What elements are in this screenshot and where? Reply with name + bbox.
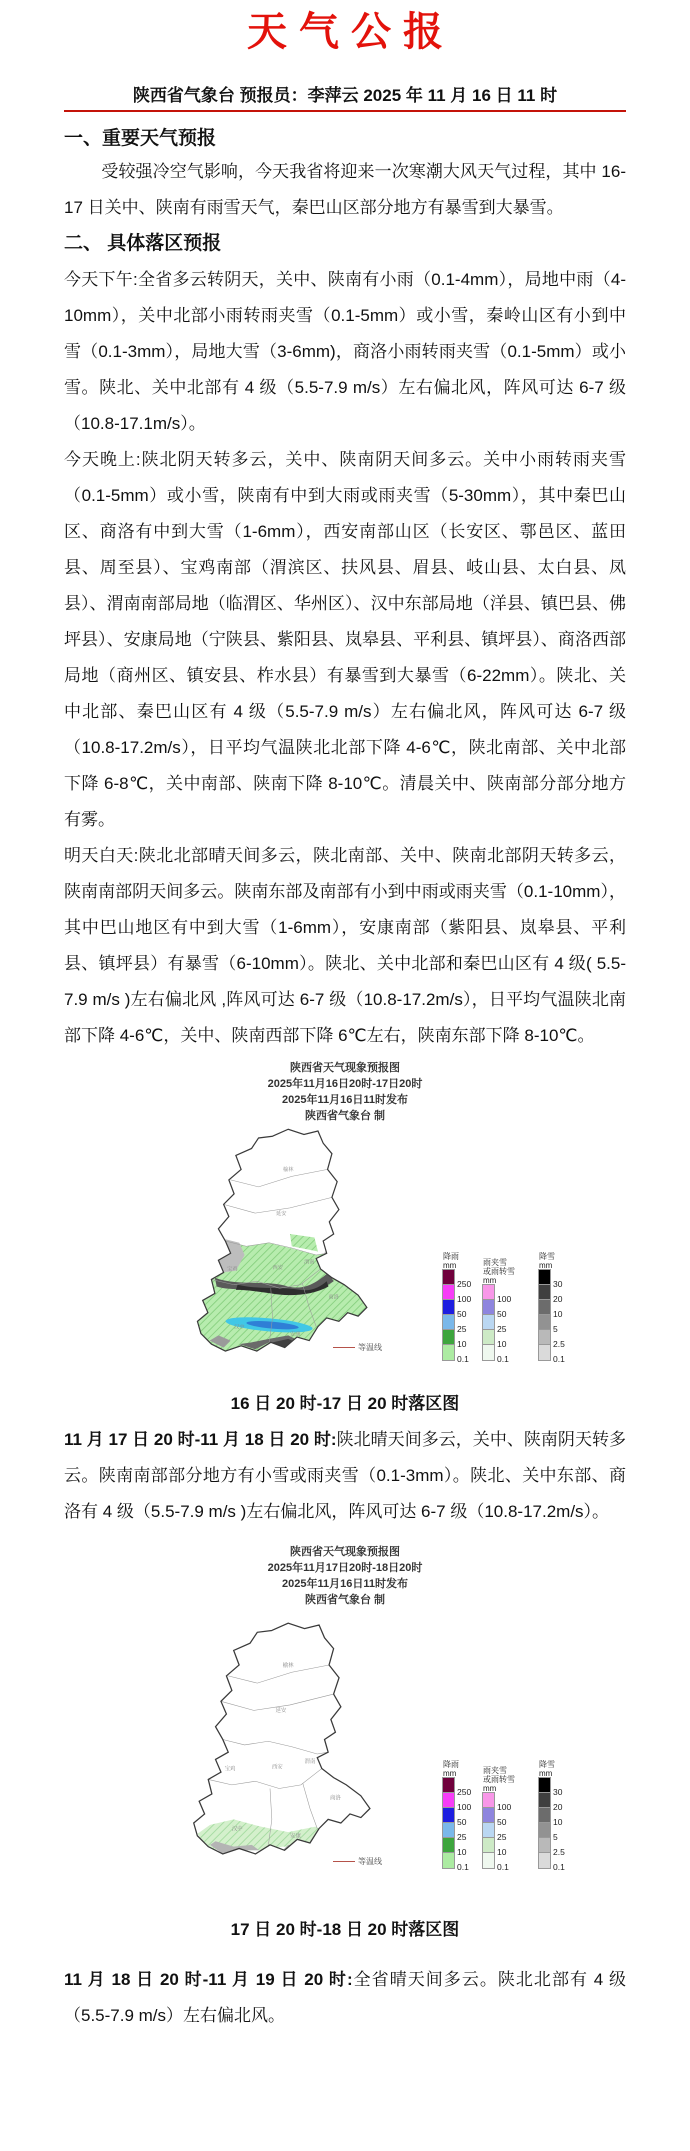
isoline-legend: [333, 1856, 382, 1867]
legend-swatch: [443, 1823, 454, 1838]
legend-snow-title: 降雪: [539, 1760, 555, 1769]
map1-caption: 16 日 20 时-17 日 20 时落区图: [230, 1394, 460, 1413]
legend-swatch: [539, 1793, 550, 1808]
legend-value: 250: [457, 1279, 472, 1289]
map2-title-line: 2025年11月16日11时发布: [282, 1578, 408, 1590]
legend-value: 10: [497, 1847, 507, 1857]
city-label: 西安: [271, 1764, 283, 1771]
section-1-heading: 一、重要天气预报: [64, 128, 217, 149]
legend-swatch: [443, 1315, 454, 1330]
legend-swatch: [443, 1300, 454, 1315]
map1-legend: [443, 1252, 565, 1364]
legend-value: 20: [553, 1294, 563, 1304]
legend-swatch: [539, 1808, 550, 1823]
map1-figure: [64, 1060, 626, 1422]
legend-swatch: [539, 1838, 550, 1853]
legend-row: [483, 1345, 509, 1364]
legend-row: [443, 1345, 469, 1364]
isoline-sample: [333, 1347, 355, 1349]
legend-row: [443, 1838, 467, 1857]
para-17th-18th-body: 陕北晴天间多云，关中、陕南阴天转多云。陕南南部部分地方有小雪或雨夹雪（0.1-3mm）。陕北、关中东部、商洛有 4 级（5.5-7.9 m/s )左右偏北风，阵风可达 6-7 级（10.8-17.2m/s）。: [64, 1430, 627, 1521]
city-label: 延安: [276, 1210, 287, 1217]
legend-row: [539, 1808, 563, 1827]
legend-row: [539, 1300, 563, 1319]
legend-swatch: [483, 1285, 494, 1300]
legend-value: 10: [457, 1847, 467, 1857]
legend-swatch: [443, 1853, 454, 1868]
city-label: 商洛: [329, 1795, 341, 1802]
legend-value: 100: [457, 1802, 472, 1812]
legend-swatch: [539, 1853, 550, 1868]
legend-row: [483, 1300, 507, 1319]
legend-swatch: [443, 1345, 454, 1360]
city-label: 渭南: [303, 1259, 315, 1266]
map2-title-line: 2025年11月17日20时-18日20时: [267, 1562, 423, 1574]
legend-value: 0.1: [457, 1862, 469, 1872]
legend-row: [443, 1270, 472, 1289]
legend-swatch: [483, 1823, 494, 1838]
legend-value: 50: [497, 1309, 507, 1319]
city-label: 渭南: [304, 1759, 316, 1766]
legend-value: 0.1: [497, 1862, 509, 1872]
map2-caption: 17 日 20 时-18 日 20 时落区图: [230, 1920, 460, 1939]
legend-swatch: [443, 1285, 454, 1300]
legend-swatch: [483, 1793, 494, 1808]
legend-value: 10: [497, 1339, 507, 1349]
legend-row: [483, 1823, 507, 1842]
legend-sleet-title: 或雨转雪: [483, 1267, 515, 1276]
legend-swatch: [483, 1315, 494, 1330]
map1-titles: [64, 1060, 626, 1124]
legend-swatch: [483, 1853, 494, 1868]
legend-sleet: [483, 1258, 515, 1364]
para-important-forecast: 受较强冷空气影响，今天我省将迎来一次寒潮大风天气过程，其中 16-17 日关中、陕南有雨雪天气，秦巴山区部分地方有暴雪到大暴雪。: [64, 162, 626, 217]
city-label: 延安: [275, 1708, 287, 1715]
legend-value: 0.1: [457, 1354, 469, 1364]
legend-row: [443, 1285, 472, 1304]
legend-value: 250: [457, 1787, 472, 1797]
legend-snow-title: 降雪: [539, 1252, 555, 1261]
para-18th-19th-body: 全省晴天间多云。陕北北部有 4 级（5.5-7.9 m/s）左右偏北风。: [64, 1970, 626, 2025]
legend-swatch: [539, 1330, 550, 1345]
city-label: 宝鸡: [224, 1766, 236, 1773]
legend-value: 5: [553, 1832, 558, 1842]
legend-value: 2.5: [553, 1339, 565, 1349]
legend-row: [443, 1315, 467, 1334]
legend-swatch: [539, 1270, 550, 1285]
city-label: 商洛: [328, 1294, 339, 1301]
legend-row: [539, 1345, 565, 1364]
legend-rain: [443, 1760, 472, 1872]
legend-value: 30: [553, 1279, 563, 1289]
legend-row: [443, 1300, 467, 1319]
legend-rain-title: 降雨: [443, 1252, 459, 1261]
legend-row: [539, 1823, 558, 1842]
para-tomorrow-daytime: 明天白天:陕北北部晴天间多云，陕北南部、关中、陕南北部阴天转多云，陕南南部阴天间多云。陕南东部及南部有小到中雨或雨夹雪（0.1-10mm），其中巴山地区有中到大雪（1-6mm），安康南部（紫阳县、岚皋县、平利县、镇坪县）有暴雪（6-10mm）。陕北、关中北部和秦巴山区有 4 级( 5.5-7.9 m/s )左右偏北风 ,阵风可达 6-7 级（10.8-17.2m/s），日平均气温陕北南部下降 4-6℃，关中、陕南西部下降 6℃左右，陕南东部下降 8-10℃。: [64, 846, 626, 1045]
legend-row: [443, 1808, 467, 1827]
legend-snow: [539, 1252, 565, 1364]
legend-row: [539, 1315, 558, 1334]
legend-swatch: [483, 1345, 494, 1360]
map2-canvas: [135, 1608, 565, 1900]
para-18th-19th: [64, 1962, 626, 2034]
city-label: 汉中: [234, 1324, 245, 1331]
legend-swatch: [443, 1793, 454, 1808]
legend-sleet: [483, 1766, 515, 1872]
legend-row: [483, 1330, 507, 1349]
para-17th-18th: [64, 1422, 626, 1530]
legend-value: 10: [553, 1309, 563, 1319]
map2-figure: [64, 1544, 626, 1948]
map2-title-line: 陕西省天气现象预报图: [290, 1546, 400, 1558]
legend-value: 20: [553, 1802, 563, 1812]
legend-swatch: [443, 1270, 454, 1285]
city-label: 宝鸡: [227, 1266, 238, 1273]
legend-swatch: [443, 1330, 454, 1345]
document-page: [0, 4, 690, 2034]
legend-swatch: [539, 1823, 550, 1838]
legend-value: 25: [457, 1832, 467, 1842]
legend-value: 5: [553, 1324, 558, 1334]
city-label: 安康: [290, 1833, 301, 1840]
legend-value: 100: [497, 1802, 512, 1812]
para-17th-18th-prefix: 11 月 17 日 20 时-11 月 18 日 20 时:: [64, 1430, 337, 1449]
issuer-line: 陕西省气象台 预报员：李萍云 2025 年 11 月 16 日 11 时: [64, 86, 626, 112]
legend-row: [443, 1793, 472, 1812]
legend-row: [539, 1793, 563, 1812]
legend-row: [539, 1838, 565, 1857]
map1-canvas: [135, 1124, 565, 1386]
legend-swatch: [443, 1778, 454, 1793]
legend-value: 50: [457, 1817, 467, 1827]
legend-value: 50: [497, 1817, 507, 1827]
legend-rain: [443, 1252, 472, 1364]
legend-value: 25: [497, 1324, 507, 1334]
isoline-legend: [333, 1342, 382, 1353]
legend-row: [483, 1793, 512, 1812]
isoline-sample: [333, 1861, 355, 1863]
legend-row: [483, 1315, 507, 1334]
map1-title-line: 陕西省气象台 制: [304, 1110, 386, 1122]
city-label: 西安: [272, 1264, 284, 1271]
legend-unit: mm: [443, 1769, 457, 1778]
map2-title-line: 陕西省气象台 制: [304, 1594, 386, 1606]
city-label: 榆林: [283, 1167, 294, 1174]
legend-swatch: [539, 1345, 550, 1360]
page-title: 天气公报: [247, 10, 455, 54]
para-this-afternoon: 今天下午:全省多云转阴天，关中、陕南有小雨（0.1-4mm），局地中雨（4-10mm），关中北部小雨转雨夹雪（0.1-5mm）或小雪，秦岭山区有小到中雪（0.1-3mm），局地大雪（3-6mm)，商洛小雨转雨夹雪（0.1-5mm）或小雪。陕北、关中北部有 4 级（5.5-7.9 m/s）左右偏北风，阵风可达 6-7 级（10.8-17.1m/s）。: [64, 270, 626, 433]
legend-value: 0.1: [553, 1862, 565, 1872]
legend-swatch: [539, 1285, 550, 1300]
legend-row: [483, 1838, 507, 1857]
legend-unit: mm: [443, 1261, 457, 1270]
map1-title-line: 陕西省天气现象预报图: [290, 1062, 400, 1074]
legend-value: 25: [497, 1832, 507, 1842]
legend-unit: mm: [539, 1769, 553, 1778]
legend-row: [483, 1853, 509, 1872]
legend-value: 2.5: [553, 1847, 565, 1857]
para-tonight: 今天晚上:陕北阴天转多云，关中、陕南阴天间多云。关中小雨转雨夹雪（0.1-5mm）或小雪，陕南有中到大雨或雨夹雪（5-30mm），其中秦巴山区、商洛有中到大雪（1-6mm），西安南部山区（长安区、鄠邑区、蓝田县、周至县）、宝鸡南部（渭滨区、扶风县、眉县、岐山县、太白县、凤县）、渭南南部局地（临渭区、华州区）、汉中东部局地（洋县、镇巴县、佛坪县）、安康局地（宁陕县、紫阳县、岚皋县、平利县、镇坪县）、商洛西部局地（商州区、镇安县、柞水县）有暴雪到大暴雪（6-22mm）。陕北、关中北部、秦巴山区有 4 级（5.5-7.9 m/s）左右偏北风，阵风可达 6-7 级（10.8-17.2m/s），日平均气温陕北北部下降 4-6℃，陕北南部、关中北部下降 6-8℃，关中南部、陕南下降 8-10℃。清晨关中、陕南部分部分地方有雾。: [64, 450, 626, 829]
legend-rain-title: 降雨: [443, 1760, 459, 1769]
legend-row: [539, 1270, 563, 1289]
legend-snow: [539, 1760, 565, 1872]
map1-title-line: 2025年11月16日20时-17日20时: [267, 1078, 423, 1090]
legend-row: [443, 1778, 472, 1797]
legend-sleet-title: 或雨转雪: [483, 1775, 515, 1784]
legend-row: [443, 1330, 467, 1349]
legend-row: [539, 1853, 565, 1872]
legend-value: 50: [457, 1309, 467, 1319]
legend-swatch: [539, 1315, 550, 1330]
legend-unit: mm: [483, 1784, 497, 1793]
city-label: 汉中: [231, 1826, 243, 1833]
legend-value: 0.1: [553, 1354, 565, 1364]
legend-row: [539, 1330, 565, 1349]
legend-value: 10: [457, 1339, 467, 1349]
legend-unit: mm: [539, 1261, 553, 1270]
map1-title-line: 2025年11月16日11时发布: [282, 1094, 408, 1106]
legend-row: [539, 1285, 563, 1304]
map2-titles: [64, 1544, 626, 1608]
legend-swatch: [539, 1300, 550, 1315]
legend-unit: mm: [483, 1276, 497, 1285]
legend-value: 100: [457, 1294, 472, 1304]
map2-legend: [443, 1760, 565, 1872]
legend-sleet-title: 雨夹雪: [483, 1258, 507, 1267]
isoline-label: 等温线: [358, 1857, 382, 1866]
legend-swatch: [483, 1838, 494, 1853]
city-label: 安康: [290, 1331, 301, 1338]
legend-row: [443, 1823, 467, 1842]
legend-swatch: [443, 1808, 454, 1823]
legend-value: 10: [553, 1817, 563, 1827]
legend-value: 25: [457, 1324, 467, 1334]
legend-sleet-title: 雨夹雪: [483, 1766, 507, 1775]
legend-swatch: [483, 1300, 494, 1315]
city-label: 榆林: [282, 1662, 294, 1669]
legend-swatch: [483, 1330, 494, 1345]
legend-swatch: [539, 1778, 550, 1793]
legend-swatch: [443, 1838, 454, 1853]
legend-swatch: [483, 1808, 494, 1823]
section-2-heading: 二、 具体落区预报: [64, 233, 222, 254]
legend-value: 100: [497, 1294, 512, 1304]
para-18th-19th-prefix: 11 月 18 日 20 时-11 月 19 日 20 时:: [64, 1970, 353, 1989]
isoline-label: 等温线: [358, 1343, 382, 1352]
legend-row: [483, 1285, 512, 1304]
legend-value: 0.1: [497, 1354, 509, 1364]
legend-row: [443, 1853, 469, 1872]
legend-row: [483, 1808, 507, 1827]
legend-value: 30: [553, 1787, 563, 1797]
legend-row: [539, 1778, 563, 1797]
